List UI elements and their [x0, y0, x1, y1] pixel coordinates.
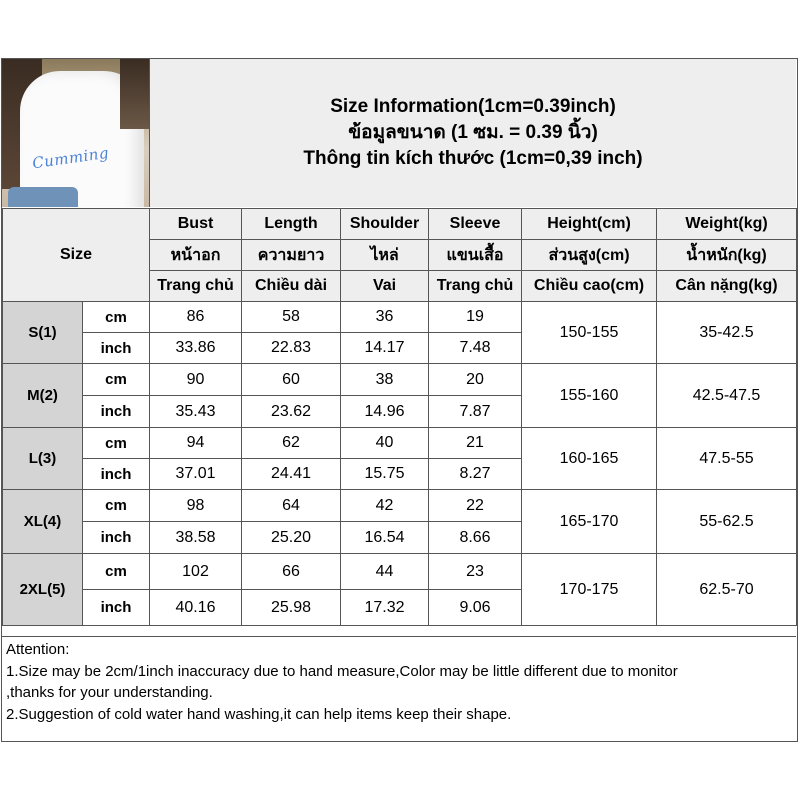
col-shoulder-vi: Vai: [341, 271, 429, 302]
bust-inch: 38.58: [150, 522, 242, 554]
table-row: [3, 302, 797, 333]
unit-cm: cm: [83, 428, 150, 459]
size-info-vietnamese: Thông tin kích thước (1cm=0,39 inch): [303, 148, 643, 169]
height-range: 155-160: [522, 364, 657, 428]
unit-inch: inch: [83, 522, 150, 554]
col-length-th: ความยาว: [242, 240, 341, 271]
table-row: [3, 490, 797, 522]
shoulder-inch: 14.96: [341, 396, 429, 428]
attention-title: Attention:: [6, 641, 70, 658]
size-label: XL(4): [3, 490, 83, 554]
length-inch: 22.83: [242, 333, 341, 364]
col-weight-en: Weight(kg): [657, 209, 797, 240]
col-sleeve-th: แขนเสื้อ: [429, 240, 522, 271]
unit-cm: cm: [83, 302, 150, 333]
weight-range: 62.5-70: [657, 554, 797, 626]
height-range: 165-170: [522, 490, 657, 554]
sleeve-inch: 8.66: [429, 522, 522, 554]
col-shoulder-th: ไหล่: [341, 240, 429, 271]
size-label: 2XL(5): [3, 554, 83, 626]
table-row: [3, 428, 797, 459]
header-row: [2, 59, 796, 209]
size-chart-sheet: [1, 58, 798, 742]
photo-hair-right: [120, 59, 149, 129]
weight-range: 42.5-47.5: [657, 364, 797, 428]
size-column-header: Size: [3, 209, 150, 302]
height-range: 170-175: [522, 554, 657, 626]
sleeve-inch: 7.87: [429, 396, 522, 428]
attention-line-1: 1.Size may be 2cm/1inch inaccuracy due to hand measure,Color may be little different due to monitor: [6, 662, 678, 680]
table-row: [3, 364, 797, 396]
sleeve-cm: 23: [429, 554, 522, 590]
unit-inch: inch: [83, 396, 150, 428]
shirt-print-text: Cumming: [31, 143, 111, 173]
product-photo: [2, 59, 150, 207]
bust-inch: 37.01: [150, 459, 242, 490]
size-info-thai: ข้อมูลขนาด (1 ซม. = 0.39 นิ้ว): [348, 122, 598, 143]
length-inch: 25.98: [242, 590, 341, 626]
length-cm: 62: [242, 428, 341, 459]
bust-cm: 102: [150, 554, 242, 590]
col-sleeve-en: Sleeve: [429, 209, 522, 240]
length-inch: 25.20: [242, 522, 341, 554]
unit-inch: inch: [83, 459, 150, 490]
bust-cm: 86: [150, 302, 242, 333]
bust-cm: 94: [150, 428, 242, 459]
size-info-english: Size Information(1cm=0.39inch): [330, 96, 616, 117]
col-sleeve-vi: Trang chủ: [429, 271, 522, 302]
bust-cm: 98: [150, 490, 242, 522]
sleeve-inch: 8.27: [429, 459, 522, 490]
shoulder-cm: 42: [341, 490, 429, 522]
size-info-box: [150, 59, 796, 207]
attention-line-2: ,thanks for your understanding.: [6, 684, 213, 701]
photo-jeans: [8, 187, 78, 207]
size-label: L(3): [3, 428, 83, 490]
bust-inch: 40.16: [150, 590, 242, 626]
weight-range: 47.5-55: [657, 428, 797, 490]
col-height-vi: Chiều cao(cm): [522, 271, 657, 302]
size-label: S(1): [3, 302, 83, 364]
length-cm: 60: [242, 364, 341, 396]
col-height-th: ส่วนสูง(cm): [522, 240, 657, 271]
sleeve-cm: 19: [429, 302, 522, 333]
weight-range: 35-42.5: [657, 302, 797, 364]
col-length-vi: Chiều dài: [242, 271, 341, 302]
col-bust-vi: Trang chủ: [150, 271, 242, 302]
shoulder-inch: 14.17: [341, 333, 429, 364]
unit-inch: inch: [83, 333, 150, 364]
size-table: [2, 208, 797, 626]
sleeve-inch: 7.48: [429, 333, 522, 364]
sleeve-inch: 9.06: [429, 590, 522, 626]
length-inch: 23.62: [242, 396, 341, 428]
col-bust-en: Bust: [150, 209, 242, 240]
shoulder-inch: 17.32: [341, 590, 429, 626]
shoulder-cm: 44: [341, 554, 429, 590]
length-cm: 64: [242, 490, 341, 522]
attention-notes: [2, 636, 796, 741]
shoulder-cm: 40: [341, 428, 429, 459]
unit-cm: cm: [83, 554, 150, 590]
bust-inch: 33.86: [150, 333, 242, 364]
col-bust-th: หน้าอก: [150, 240, 242, 271]
length-cm: 58: [242, 302, 341, 333]
height-range: 160-165: [522, 428, 657, 490]
bust-inch: 35.43: [150, 396, 242, 428]
col-shoulder-en: Shoulder: [341, 209, 429, 240]
sleeve-cm: 22: [429, 490, 522, 522]
shoulder-inch: 16.54: [341, 522, 429, 554]
col-height-en: Height(cm): [522, 209, 657, 240]
height-range: 150-155: [522, 302, 657, 364]
unit-cm: cm: [83, 364, 150, 396]
bust-cm: 90: [150, 364, 242, 396]
shoulder-cm: 36: [341, 302, 429, 333]
sleeve-cm: 21: [429, 428, 522, 459]
col-weight-vi: Cân nặng(kg): [657, 271, 797, 302]
unit-inch: inch: [83, 590, 150, 626]
attention-line-3: 2.Suggestion of cold water hand washing,it can help items keep their shape.: [6, 705, 512, 723]
sleeve-cm: 20: [429, 364, 522, 396]
header-row-english: [3, 209, 797, 240]
length-cm: 66: [242, 554, 341, 590]
table-row: [3, 554, 797, 590]
unit-cm: cm: [83, 490, 150, 522]
length-inch: 24.41: [242, 459, 341, 490]
col-length-en: Length: [242, 209, 341, 240]
col-weight-th: น้ำหนัก(kg): [657, 240, 797, 271]
shoulder-inch: 15.75: [341, 459, 429, 490]
weight-range: 55-62.5: [657, 490, 797, 554]
size-label: M(2): [3, 364, 83, 428]
shoulder-cm: 38: [341, 364, 429, 396]
